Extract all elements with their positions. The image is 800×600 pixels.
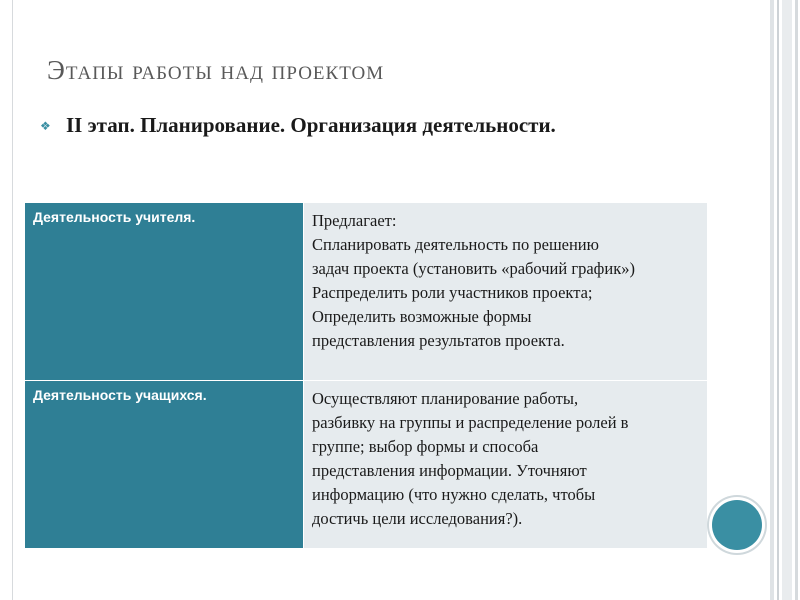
left-accent-line (12, 0, 13, 600)
slide-title: Этапы работы над проектом (47, 55, 385, 85)
description-line: Распределить роли участников проекта; (312, 283, 593, 302)
description-cell (304, 381, 708, 549)
description-line: информацию (что нужно сделать, чтобы (312, 485, 596, 504)
description-cell (304, 203, 708, 381)
right-stripe (777, 0, 779, 600)
diamond-bullet-icon: ❖ (40, 118, 51, 133)
right-stripe (782, 0, 792, 600)
description-line: разбивку на группы и распределение ролей в (312, 413, 629, 432)
description-line: представления результатов проекта. (312, 331, 565, 350)
description-line: представления информации. Уточняют (312, 461, 587, 480)
description-line: Определить возможные формы (312, 307, 532, 326)
description-line: задач проекта (установить «рабочий график») (312, 259, 635, 278)
right-stripe (795, 0, 798, 600)
description-line: достичь цели исследования?). (312, 509, 523, 528)
right-stripe (770, 0, 774, 600)
role-cell: Деятельность учителя. (25, 203, 304, 381)
stage-table (24, 202, 708, 549)
description-line: Осуществляют планирование работы, (312, 389, 579, 408)
description-line: Предлагает: (312, 211, 397, 230)
bullet-text: II этап. Планирование. Организация деятельности. (66, 113, 556, 137)
description-line: Спланировать деятельность по решению (312, 235, 599, 254)
decorative-circle (712, 500, 762, 550)
table-row (25, 381, 708, 549)
bullet-item (40, 113, 556, 138)
table-row (25, 203, 708, 381)
description-line: группе; выбор формы и способа (312, 437, 539, 456)
role-cell: Деятельность учащихся. (25, 381, 304, 549)
